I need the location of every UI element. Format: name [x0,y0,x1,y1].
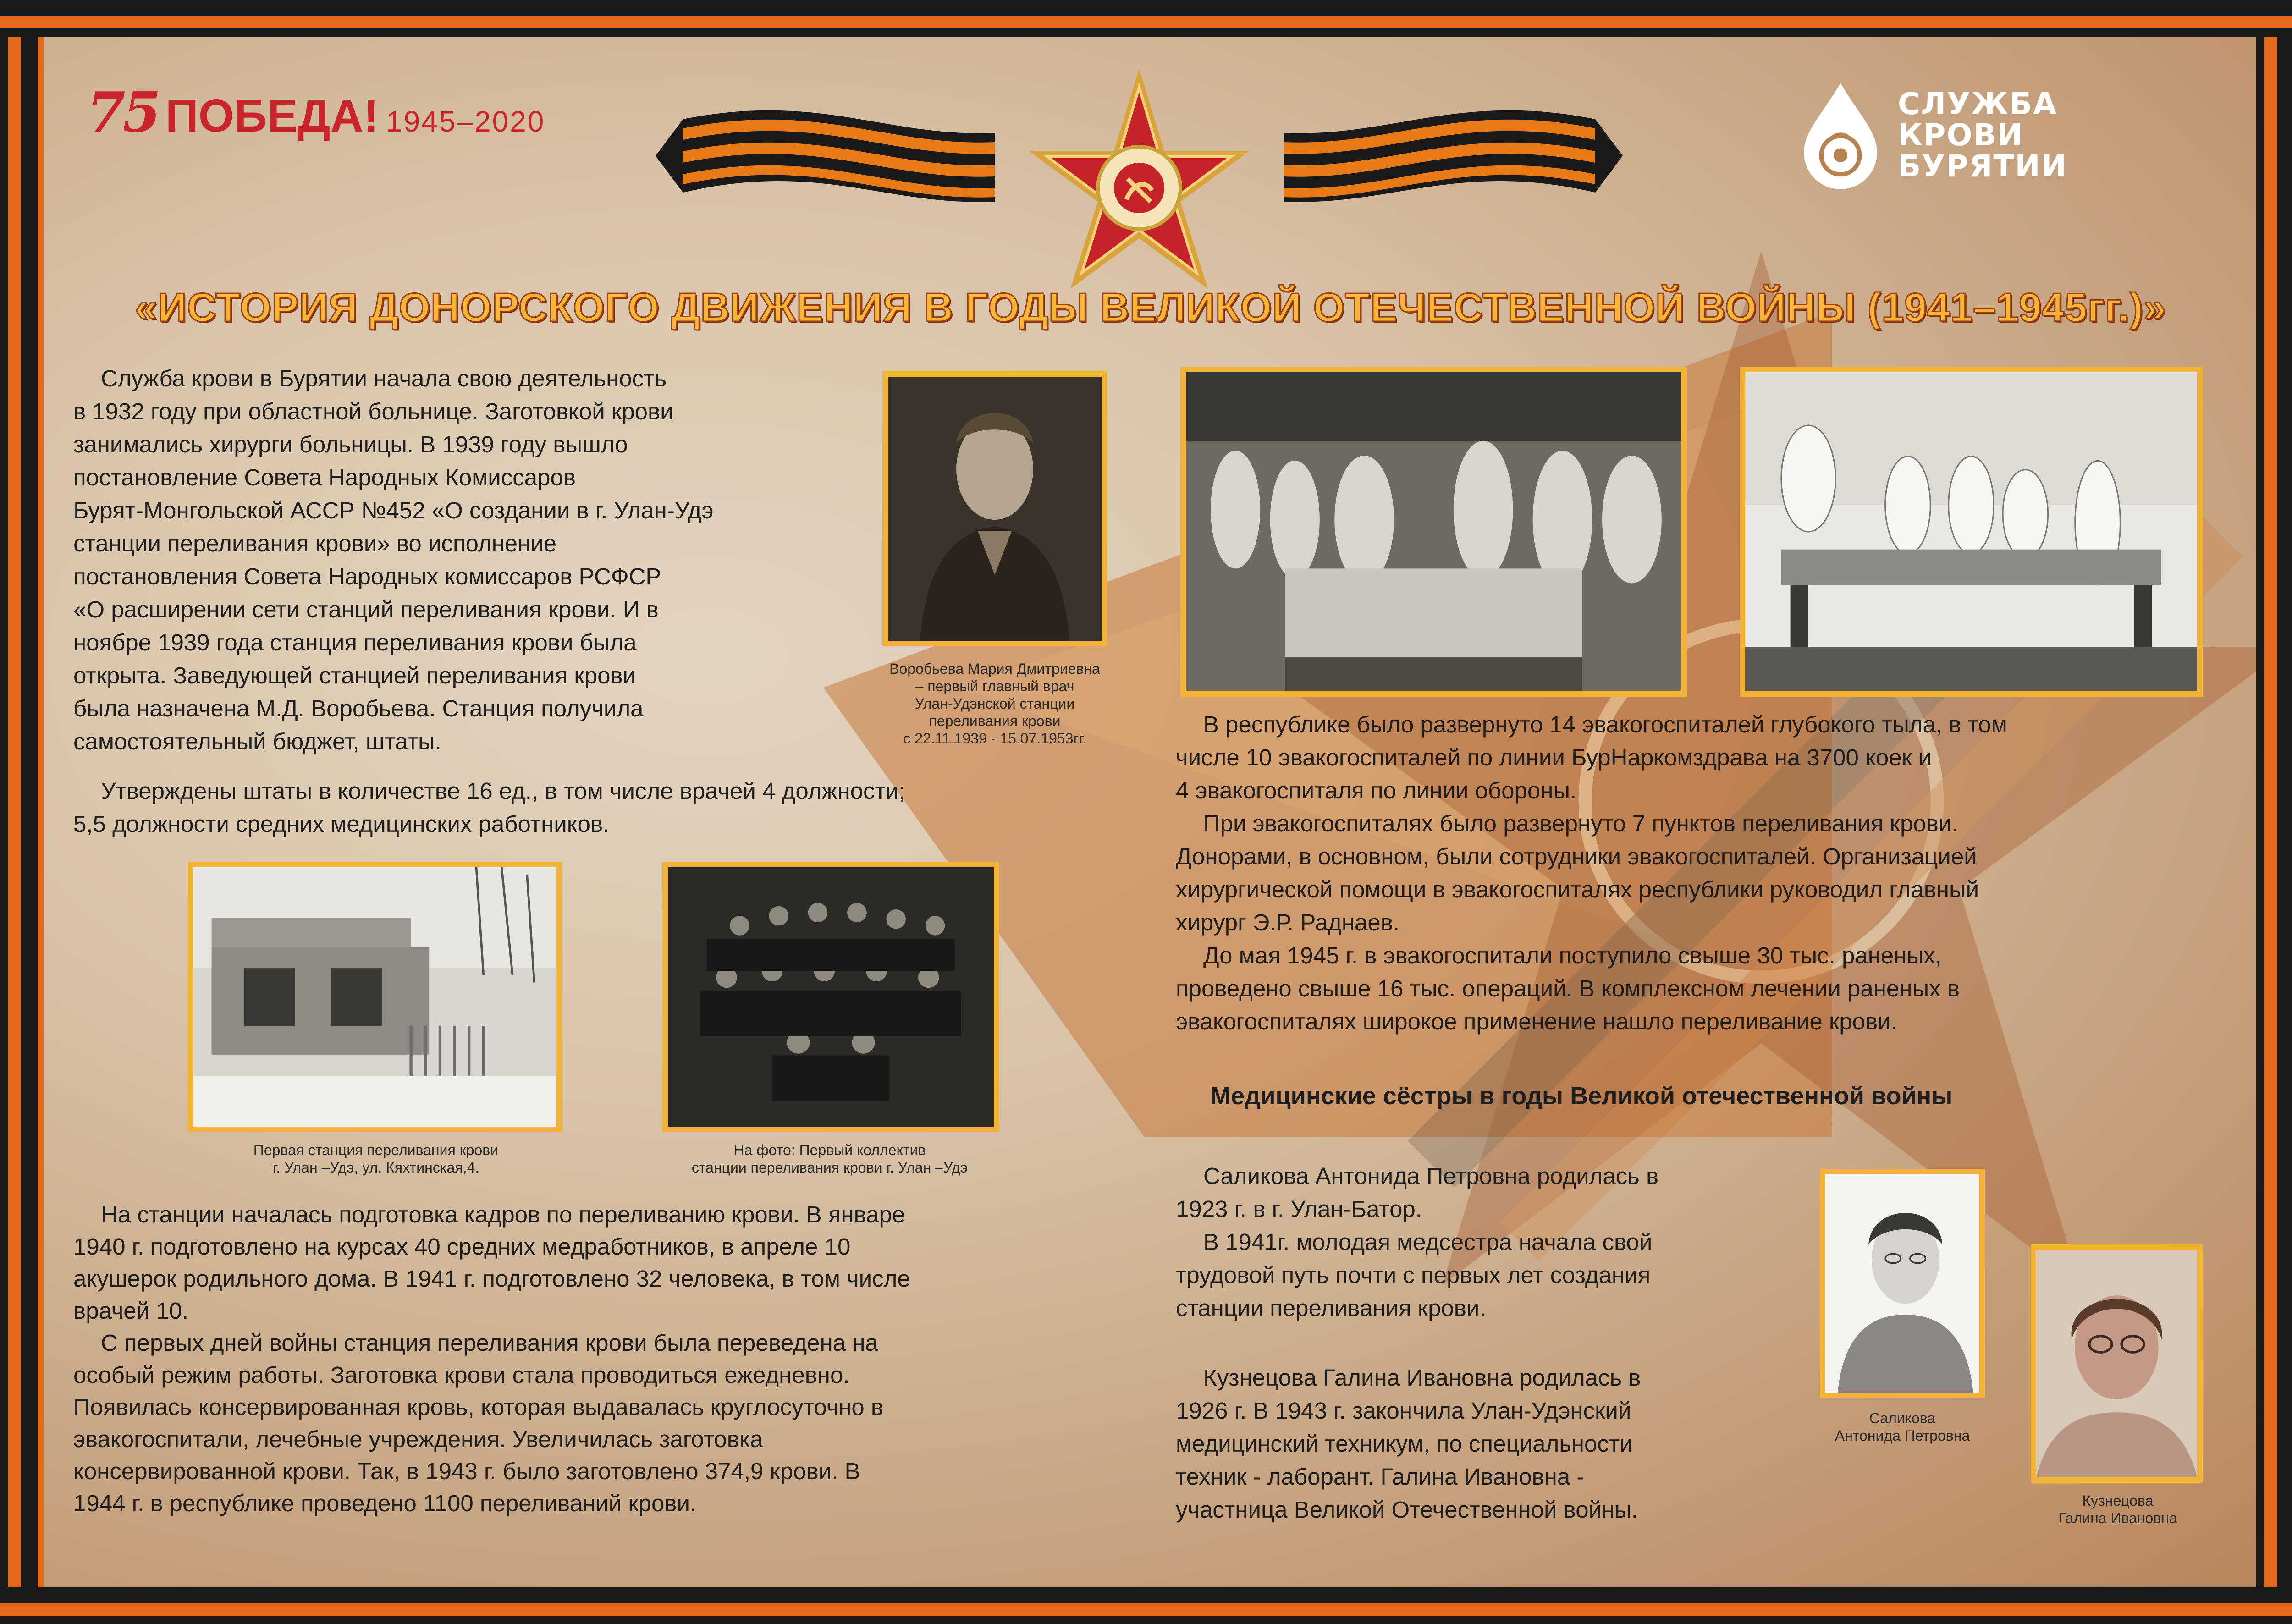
ribbon-left-icon [656,110,995,202]
salikova-paragraph [1176,1160,1818,1325]
text-line: «О расширении сети станций переливания крови. И в [73,596,659,622]
text-line: техник - лаборант. Галина Ивановна - [1176,1464,1585,1490]
victory-75-logo [87,80,545,145]
text-line: 1923 г. в г. Улан-Батор. [1176,1196,1422,1222]
photo-surgery-2 [1740,367,2203,697]
team-caption [642,1141,1018,1176]
text-line: 1940 г. подготовлено на курсах 40 средних медработников, в апреле 10 [73,1233,851,1260]
service-line-2: КРОВИ [1898,117,2023,153]
service-line-1: СЛУЖБА [1898,86,2058,121]
text-line: была назначена М.Д. Воробьева. Станция получила [73,695,644,721]
portrait-salikova [1820,1169,1985,1398]
text-line: участница Великой Отечественной войны. [1176,1497,1638,1523]
text-line: Появилась консервированная кровь, которая выдавалась круглосуточно в [73,1394,884,1420]
text-line: постановления Совета Народных комиссаров РСФСР [73,563,661,589]
text-line: проведено свыше 16 тыс. операций. В комплексном лечении раненых в [1176,975,1960,1002]
text-line: При эвакогоспиталях было развернуто 7 пунктов переливания крови. [1203,810,1958,837]
text-line: эвакогоспитали, лечебные учреждения. Увеличилась заготовка [73,1426,763,1452]
ribbon-frame-left [0,0,44,1624]
portrait-vorobyova [882,371,1107,646]
brand-word: ПОБЕДА! [165,90,379,142]
text-line: акушерок родильного дома. В 1941 г. подготовлено 32 человека, в том числе [73,1266,910,1292]
photo-first-team [662,862,999,1132]
blood-service-logo [1797,78,2067,193]
text-line: 4 эвакогоспиталя по линии обороны. [1176,777,1577,804]
nurses-heading: Медицинские сёстры в годы Великой отечественной войны [1210,1082,1953,1110]
text-line: Бурят-Монгольской АССР №452 «О создании в г. Улан-Удэ [73,497,714,523]
text-line: медицинский техникум, по специальности [1176,1431,1633,1457]
portrait-kuznetsova [2031,1244,2203,1483]
text-line: 1944 г. в республике проведено 1100 переливаний крови. [73,1490,697,1516]
text-line: хирургической помощи в эвакогоспиталях республики руководил главный [1176,876,1979,903]
kuznetsova-paragraph [1176,1361,1818,1526]
text-line: консервированной крови. Так, в 1943 г. было заготовлено 374,9 крови. В [73,1458,860,1484]
text-line: С первых дней войны станция переливания крови была переведена на [101,1330,878,1356]
salikova-caption [1797,1409,2008,1444]
photo-first-station [188,862,562,1132]
text-line: эвакогоспиталях широкое применение нашло переливание крови. [1176,1008,1897,1035]
text-line: Донорами, в основном, были сотрудники эвакогоспиталей. Организацией [1176,843,1977,870]
text-line: станции переливания крови. [1176,1295,1486,1321]
training-paragraph [73,1199,1151,1519]
text-line: Служба крови в Бурятии начала свою деятельность [101,365,667,391]
caption-line: Кузнецова [2082,1492,2154,1509]
text-line: станции переливания крови» во исполнение [73,530,557,556]
ribbon-right-icon [1284,110,1623,202]
text-line: Саликова Антонида Петровна родилась в [1203,1163,1659,1189]
text-line: В 1941г. молодая медсестра начала свой [1203,1229,1653,1255]
service-line-3: БУРЯТИИ [1898,149,2067,184]
text-line: постановление Совета Народных Комиссаров [73,464,576,490]
caption-line: Галина Ивановна [2058,1510,2177,1526]
text-line: числе 10 эвакогоспиталей по линии БурНаркомздрава на 3700 коек и [1176,744,1932,771]
blood-drop-icon [1797,78,1884,193]
text-line: открыта. Заведующей станцией переливания крови [73,662,636,688]
text-line: В республике было развернуто 14 эвакогоспиталей глубокого тыла, в том [1203,711,2007,738]
text-line: 5,5 должности средних медицинских работников. [73,811,610,837]
ribbon-frame-bottom [0,1587,2292,1624]
text-line: 1926 г. В 1943 г. закончила Улан-Удэнский [1176,1398,1631,1424]
text-line: До мая 1945 г. в эвакогоспитали поступило свыше 30 тыс. раненых, [1203,942,1942,969]
brand-number: 75 [87,80,158,145]
caption-line: – первый главный врач [915,678,1074,694]
caption-line: станции переливания крови г. Улан –Удэ [691,1159,968,1176]
text-line: занимались хирурги больницы. В 1939 году вышло [73,431,628,457]
page-title: «ИСТОРИЯ ДОНОРСКОГО ДВИЖЕНИЯ В ГОДЫ ВЕЛИКОЙ ОТЕЧЕСТВЕННОЙ ВОЙНЫ (1941–1945гг.)» [134,285,2167,330]
text-line: самостоятельный бюджет, штаты. [73,728,441,754]
station-caption [174,1141,578,1176]
text-line: Кузнецова Галина Ивановна родилась в [1203,1365,1641,1391]
text-line: Утверждены штаты в количестве 16 ед., в том числе врачей 4 должности; [101,778,905,804]
ribbon-frame-right [2256,0,2292,1624]
caption-line: Саликова [1869,1410,1936,1426]
kuznetsova-caption [2012,1492,2223,1527]
caption-line: Воробьева Мария Дмитриевна [889,661,1100,677]
text-line: трудовой путь почти с первых лет создания [1176,1262,1651,1288]
text-line: На станции началась подготовка кадров по переливанию крови. В январе [101,1201,905,1228]
order-ribbon-badge [646,64,1632,321]
text-line: врачей 10. [73,1298,189,1324]
caption-line: Первая станция переливания крови [253,1142,499,1158]
staff-paragraph [73,775,1128,841]
text-line: ноябре 1939 года станция переливания крови была [73,629,637,655]
caption-line: г. Улан –Удэ, ул. Кяхтинская,4. [272,1159,479,1176]
caption-line: переливания крови [929,713,1061,729]
order-star-icon [1029,69,1249,289]
hospitals-paragraph [1176,708,2230,1038]
text-line: особый режим работы. Заготовка крови стала проводиться ежедневно. [73,1362,850,1388]
caption-line: На фото: Первый коллектив [733,1142,926,1158]
brand-years: 1945–2020 [386,105,545,138]
portrait-caption [862,660,1128,747]
text-line: в 1932 году при областной больнице. Заготовкой крови [73,398,673,424]
ribbon-frame-top [0,0,2292,37]
text-line: хирург Э.Р. Раднаев. [1176,909,1399,936]
photo-surgery-1 [1180,367,1687,697]
caption-line: Антонида Петровна [1835,1427,1970,1444]
intro-paragraph [73,362,862,758]
caption-line: с 22.11.1939 - 15.07.1953гг. [903,730,1086,747]
caption-line: Улан-Удэнской станции [915,695,1075,712]
